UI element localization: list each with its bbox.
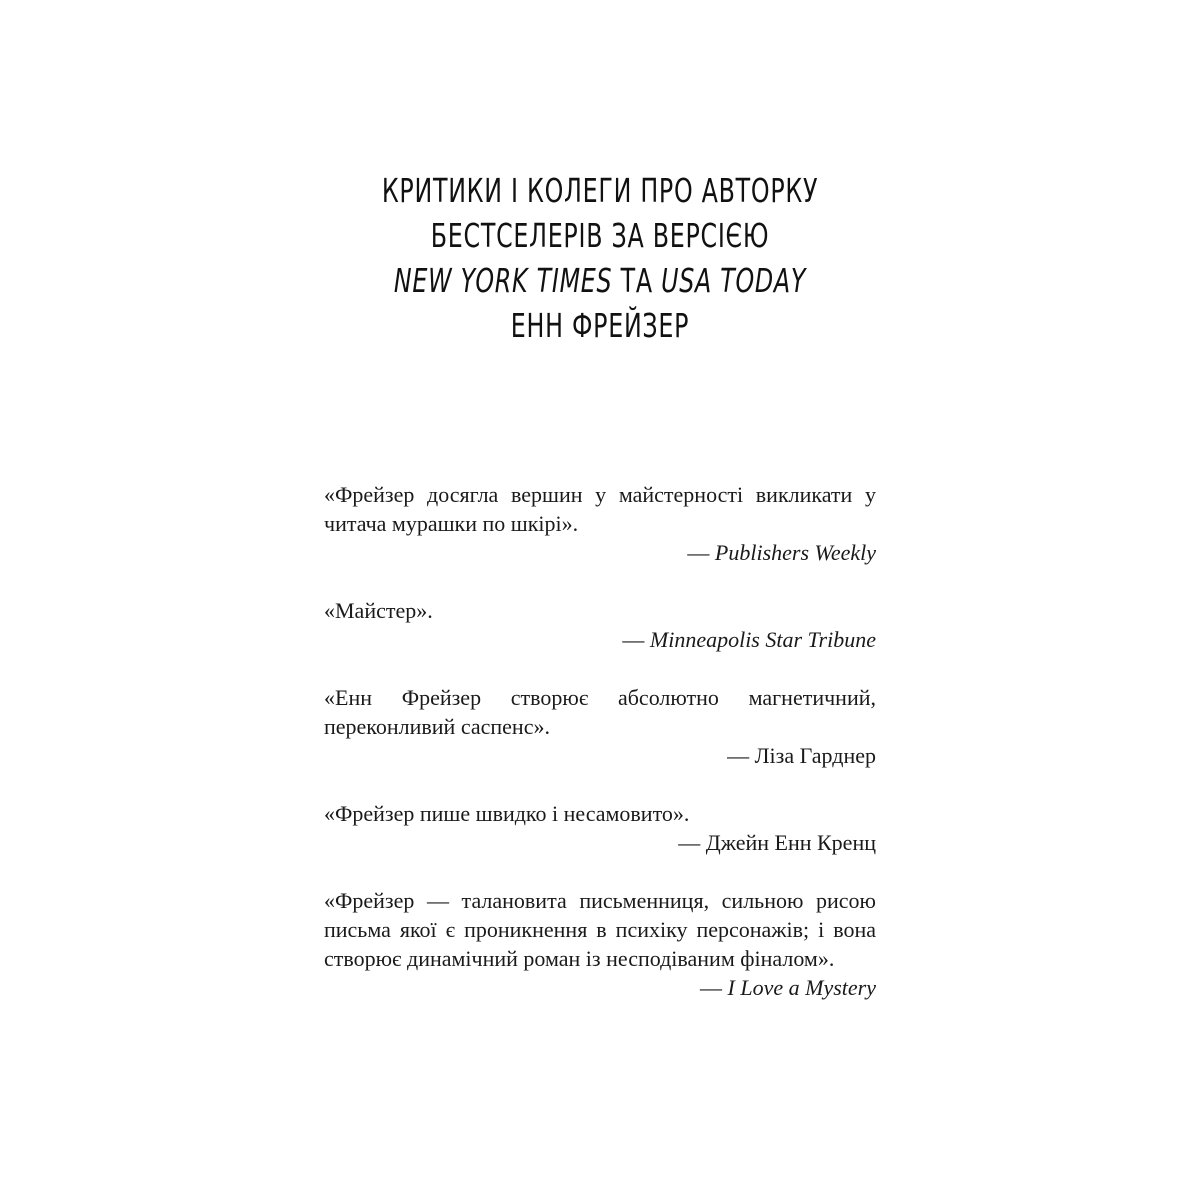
quote-text: «Фрейзер пише швидко і несамовито».: [324, 801, 690, 826]
quote-item: [324, 683, 876, 770]
quote-spacer: [324, 654, 876, 683]
quote-text: «Енн Фрейзер створює абсолютно магнетичний, переконливий саспенс».: [324, 685, 876, 739]
attribution-source: I Love a Mystery: [727, 975, 876, 1000]
quotes-list: [324, 480, 876, 1002]
attribution-source: Publishers Weekly: [714, 540, 876, 565]
heading-and: ТА: [612, 261, 662, 300]
quote-item: [324, 799, 876, 857]
attribution-dash: —: [700, 975, 728, 1000]
attribution-dash: —: [727, 743, 755, 768]
quote-text: «Фрейзер досягла вершин у майстерності викликати у читача мурашки по шкірі».: [324, 482, 876, 536]
attribution-dash: —: [678, 830, 706, 855]
attribution-dash: —: [687, 540, 715, 565]
quote-attribution: [324, 741, 876, 770]
heading-nyt: NEW YORK TIMES: [393, 261, 613, 300]
quote-attribution: [324, 973, 876, 1002]
quote-spacer: [324, 770, 876, 799]
quote-item: [324, 480, 876, 567]
quote-attribution: [324, 828, 876, 857]
quote-text: «Майстер».: [324, 598, 433, 623]
quote-spacer: [324, 567, 876, 596]
attribution-source: Minneapolis Star Tribune: [649, 627, 876, 652]
heading-line-1: КРИТИКИ І КОЛЕГИ ПРО АВТОРКУ: [381, 171, 819, 210]
quote-item: [324, 596, 876, 654]
heading-line-3: [348, 258, 852, 303]
quote-attribution: [324, 538, 876, 567]
quote-attribution: [324, 625, 876, 654]
heading-line-4: ЕНН ФРЕЙЗЕР: [510, 306, 690, 345]
heading-usa-today: USA TODAY: [661, 261, 807, 300]
quote-item: [324, 886, 876, 1002]
attribution-source: Ліза Гарднер: [754, 743, 876, 768]
page-heading: [348, 168, 852, 348]
quote-spacer: [324, 857, 876, 886]
attribution-source: Джейн Енн Кренц: [705, 830, 876, 855]
quote-text: «Фрейзер — талановита письменниця, сильною рисою письма якої є проникнення в психіку персонажів; і вона створює динамічний роман із несподіваним фіналом».: [324, 888, 876, 971]
heading-line-2: БЕСТСЕЛЕРІВ ЗА ВЕРСІЄЮ: [430, 216, 770, 255]
attribution-dash: —: [622, 627, 650, 652]
